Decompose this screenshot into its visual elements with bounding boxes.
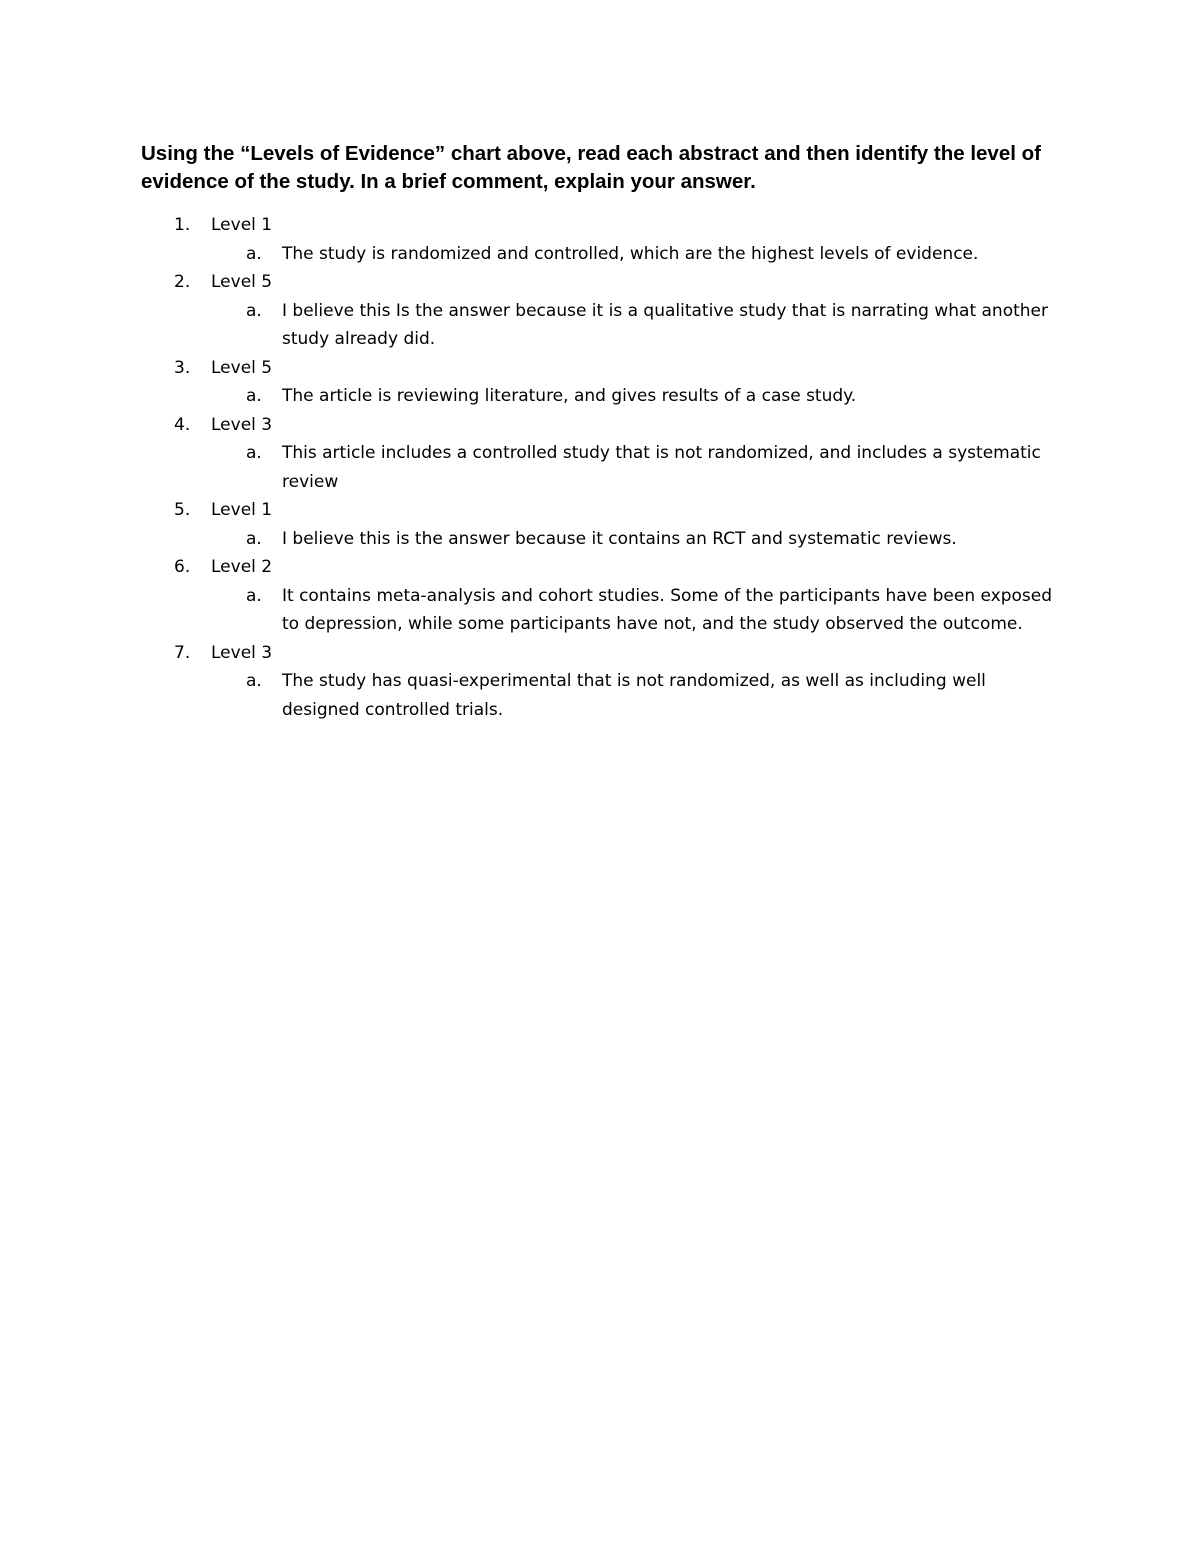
evidence-level: Level 1 [211, 215, 273, 235]
sub-list-marker: a. [246, 443, 262, 463]
sub-list-marker: a. [246, 585, 262, 606]
answer-comment [0, 297, 1062, 354]
answer-comment [0, 439, 1062, 496]
answer-level-row [0, 496, 1200, 525]
sub-list-marker: a. [246, 300, 262, 321]
list-number: 6. [174, 557, 191, 577]
list-number: 4. [174, 414, 191, 435]
evidence-level: Level 3 [211, 642, 273, 663]
answer-comment [0, 382, 1062, 411]
comment-text: This article includes a controlled study that is not randomized, and includes a systematic review [282, 443, 1041, 492]
list-number: 1. [174, 215, 191, 235]
evidence-level: Level 2 [211, 557, 273, 577]
answer-item [0, 411, 1200, 497]
answer-comment [0, 667, 1062, 724]
answer-level-row [0, 354, 1200, 383]
answer-level-row [0, 211, 1200, 240]
comment-text: The study is randomized and controlled, which are the highest levels of evidence. [282, 243, 979, 264]
sub-list-marker: a. [246, 386, 262, 406]
answer-comment [0, 525, 1062, 554]
answer-item [0, 553, 1200, 639]
evidence-level: Level 5 [211, 272, 273, 292]
comment-text: It contains meta-analysis and cohort studies. Some of the participants have been exposed to depression, while some participants have not, and the study observed the outcome. [282, 585, 1053, 634]
answer-level-row [0, 639, 1200, 668]
comment-text: The study has quasi-experimental that is not randomized, as well as including well designed controlled trials. [282, 671, 986, 720]
assignment-instructions: Using the “Levels of Evidence” chart above, read each abstract and then identify the level of evidence of the study. In a brief comment, explain your answer. [141, 142, 1041, 193]
answer-level-row [0, 411, 1200, 440]
evidence-level: Level 1 [211, 500, 273, 520]
comment-text: I believe this Is the answer because it is a qualitative study that is narrating what another study already did. [282, 300, 1048, 349]
sub-list-marker: a. [246, 243, 262, 264]
comment-text: I believe this is the answer because it contains an RCT and systematic reviews. [282, 528, 957, 549]
comment-text: The article is reviewing literature, and gives results of a case study. [282, 386, 857, 406]
answer-item [0, 354, 1200, 411]
answer-item [0, 496, 1200, 553]
list-number: 5. [174, 500, 191, 520]
sub-list-marker: a. [246, 671, 262, 691]
evidence-level: Level 5 [211, 357, 273, 378]
list-number: 7. [174, 642, 191, 663]
list-number: 2. [174, 272, 191, 292]
evidence-level: Level 3 [211, 414, 273, 435]
answer-comment [0, 582, 1062, 639]
answer-item [0, 639, 1200, 725]
list-number: 3. [174, 357, 191, 378]
answer-level-row [0, 268, 1200, 297]
answer-item [0, 268, 1200, 354]
answer-item [0, 211, 1200, 268]
answer-comment [0, 240, 1062, 269]
answer-list [0, 211, 1200, 724]
answer-level-row [0, 553, 1200, 582]
sub-list-marker: a. [246, 528, 262, 549]
